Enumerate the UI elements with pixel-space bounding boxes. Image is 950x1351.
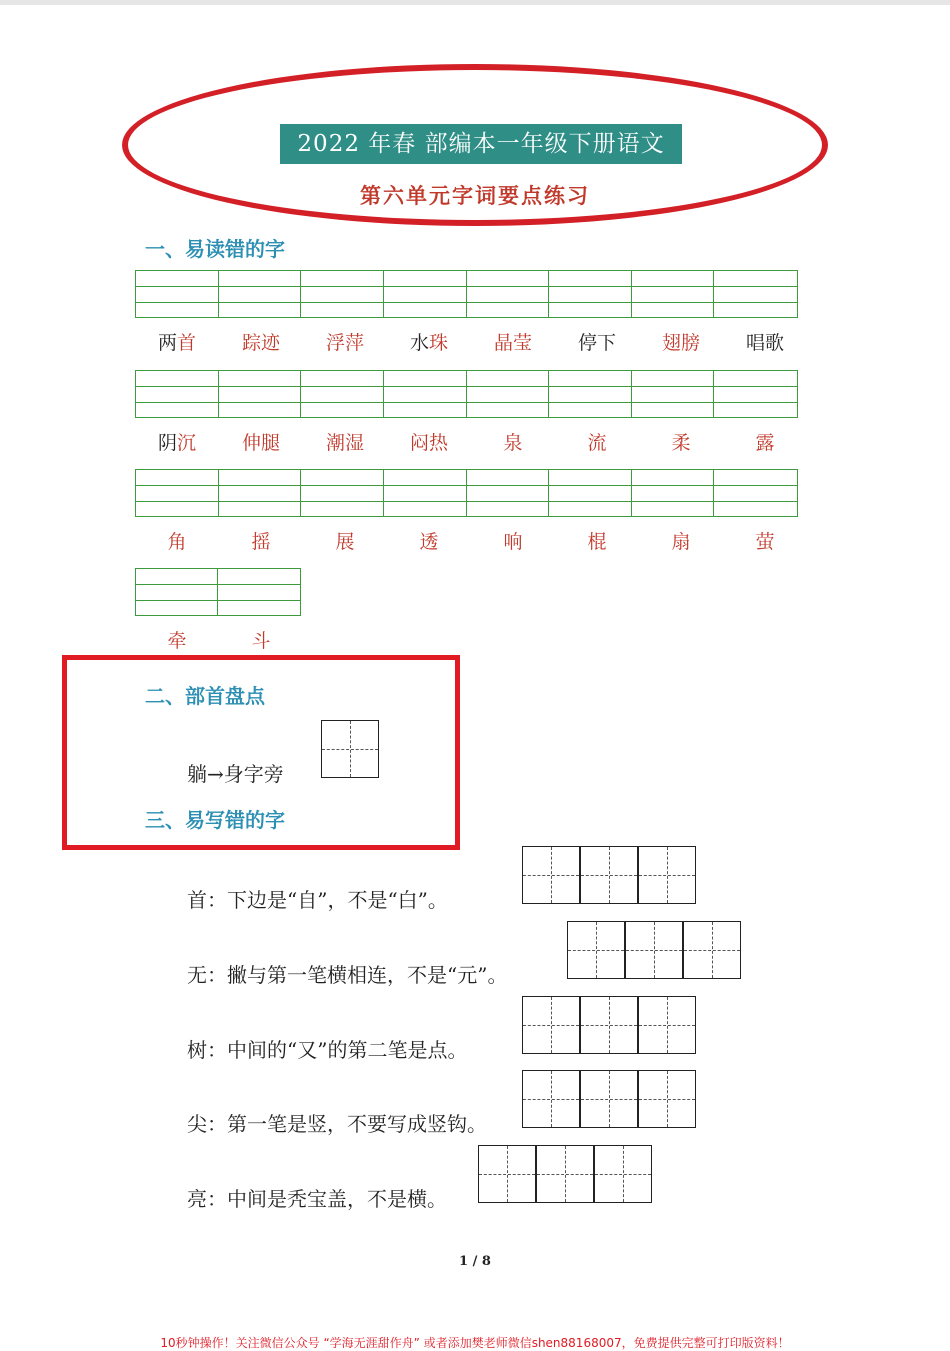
grid-cell[interactable] — [219, 371, 302, 417]
tianzige-box[interactable] — [638, 1070, 696, 1128]
word-item: 停下 — [577, 332, 616, 354]
tianzige-box[interactable] — [567, 921, 625, 979]
grid-cell[interactable] — [632, 371, 715, 417]
writing-item-1: 首：下边是“自”，不是“白”。 — [187, 888, 448, 912]
word-item: 牵 — [167, 630, 187, 652]
tianzige-group-1 — [522, 846, 696, 904]
grid-cell[interactable] — [384, 470, 467, 516]
word-item: 晶莹 — [493, 332, 532, 354]
word-row-1 — [135, 328, 807, 358]
grid-cell[interactable] — [714, 470, 797, 516]
section-heading-3: 三、易写错的字 — [145, 808, 285, 832]
word-item: 露 — [755, 432, 775, 454]
word-item: 阴沉 — [157, 432, 197, 454]
tianzige-box[interactable] — [638, 996, 696, 1054]
grid-cell[interactable] — [218, 569, 300, 615]
writing-item-3: 树：中间的“又”的第二笔是点。 — [187, 1038, 468, 1062]
tianzige-group-3 — [522, 996, 696, 1054]
tianzige-box[interactable] — [594, 1145, 652, 1203]
word-item: 水珠 — [409, 332, 449, 354]
word-item: 斗 — [251, 630, 271, 652]
word-item: 流 — [587, 432, 607, 454]
tianzige-group-4 — [522, 1070, 696, 1128]
writing-grid-row-4 — [135, 568, 301, 616]
grid-cell[interactable] — [467, 470, 550, 516]
grid-cell[interactable] — [136, 569, 218, 615]
section-heading-2: 二、部首盘点 — [145, 684, 265, 708]
tianzige-box[interactable] — [522, 996, 580, 1054]
word-item: 浮萍 — [325, 332, 364, 354]
grid-cell[interactable] — [136, 371, 219, 417]
word-item: 透 — [419, 531, 439, 553]
grid-cell[interactable] — [632, 470, 715, 516]
grid-cell[interactable] — [632, 271, 715, 317]
tianzige-box[interactable] — [638, 846, 696, 904]
word-item: 萤 — [755, 531, 775, 553]
tianzige-box[interactable] — [522, 846, 580, 904]
tianzige-group-5 — [478, 1145, 652, 1203]
grid-cell[interactable] — [549, 470, 632, 516]
grid-cell[interactable] — [301, 371, 384, 417]
radical-item: 躺→身字旁 — [187, 762, 284, 786]
word-row-3 — [135, 527, 807, 557]
word-item: 扇 — [671, 531, 691, 553]
word-item: 潮湿 — [325, 432, 364, 454]
writing-grid-row-3 — [135, 469, 798, 517]
word-item: 柔 — [671, 432, 691, 454]
word-item: 两首 — [157, 332, 197, 354]
word-item: 踪迹 — [241, 332, 280, 354]
word-item: 翅膀 — [661, 332, 700, 354]
writing-item-4: 尖：第一笔是竖，不要写成竖钩。 — [187, 1112, 487, 1136]
tianzige-group-2 — [567, 921, 741, 979]
tianzige-box[interactable] — [625, 921, 683, 979]
page-number: 1 / 8 — [459, 1254, 491, 1269]
word-row-4 — [135, 626, 303, 656]
section-heading-1: 一、易读错的字 — [145, 237, 285, 261]
tianzige-box[interactable] — [683, 921, 741, 979]
grid-cell[interactable] — [219, 271, 302, 317]
tianzige-box[interactable] — [580, 996, 638, 1054]
grid-cell[interactable] — [467, 371, 550, 417]
grid-cell[interactable] — [549, 371, 632, 417]
word-item: 展 — [335, 531, 355, 553]
word-item: 唱歌 — [745, 332, 784, 354]
writing-item-5: 亮：中间是秃宝盖，不是横。 — [187, 1187, 447, 1211]
word-item: 闷热 — [409, 432, 448, 454]
grid-cell[interactable] — [549, 271, 632, 317]
word-item: 响 — [503, 531, 523, 553]
grid-cell[interactable] — [301, 470, 384, 516]
word-item: 泉 — [503, 432, 523, 454]
tianzige-box[interactable] — [580, 1070, 638, 1128]
grid-cell[interactable] — [467, 271, 550, 317]
tianzige-box[interactable] — [321, 720, 379, 778]
writing-grid-row-1 — [135, 270, 798, 318]
word-item: 棍 — [587, 531, 607, 553]
grid-cell[interactable] — [136, 470, 219, 516]
word-row-2 — [135, 428, 807, 458]
page-title: 2022 年春 部编本一年级下册语文 — [280, 124, 682, 164]
grid-cell[interactable] — [301, 271, 384, 317]
tianzige-box[interactable] — [580, 846, 638, 904]
word-item: 伸腿 — [241, 432, 280, 454]
grid-cell[interactable] — [219, 470, 302, 516]
word-item: 角 — [167, 531, 187, 553]
tianzige-box[interactable] — [536, 1145, 594, 1203]
writing-item-2: 无：撇与第一笔横相连，不是“元”。 — [187, 963, 508, 987]
grid-cell[interactable] — [714, 271, 797, 317]
grid-cell[interactable] — [384, 271, 467, 317]
grid-cell[interactable] — [136, 271, 219, 317]
page-subtitle: 第六单元字词要点练习 — [360, 183, 590, 208]
footer-note: 10秒钟操作！关注微信公众号 “学海无涯甜作舟” 或者添加樊老师微信shen88168007，免费提供完整可打印版资料！ — [160, 1336, 790, 1350]
tianzige-box[interactable] — [522, 1070, 580, 1128]
tianzige-box[interactable] — [478, 1145, 536, 1203]
grid-cell[interactable] — [384, 371, 467, 417]
top-border — [0, 0, 950, 5]
grid-cell[interactable] — [714, 371, 797, 417]
word-item: 摇 — [251, 531, 271, 553]
writing-grid-row-2 — [135, 370, 798, 418]
